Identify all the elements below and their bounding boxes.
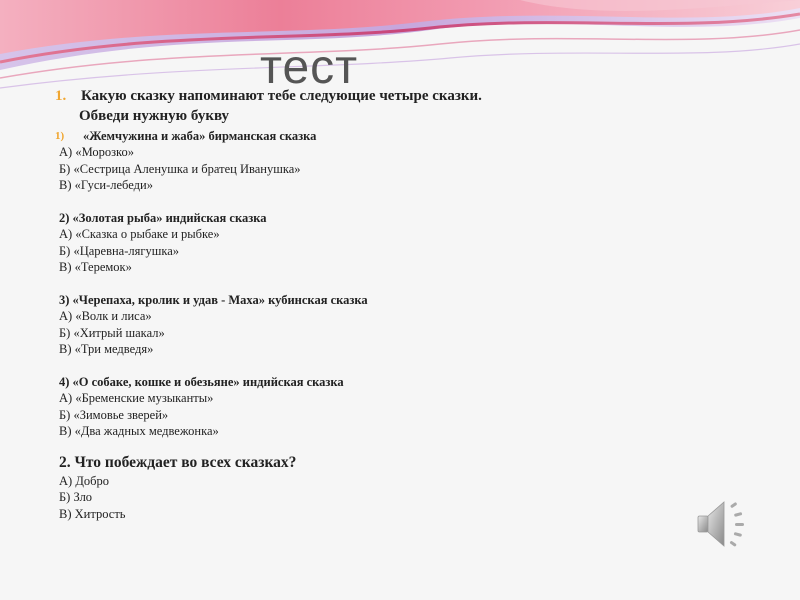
question-1-number: 1. <box>55 88 67 104</box>
answer-option[interactable]: А) «Морозко» <box>59 145 134 159</box>
sub-question-3-title: 3) «Черепаха, кролик и удав - Маха» кубинская сказка <box>59 292 368 307</box>
answer-option[interactable]: А) Добро <box>59 473 109 488</box>
answer-option[interactable]: А) «Бременские музыканты» <box>59 391 214 405</box>
answer-option[interactable]: В) Хитрость <box>59 506 126 521</box>
answer-option[interactable]: Б) «Зимовье зверей» <box>59 407 169 422</box>
sub-question-1-title: «Жемчужина и жаба» бирманская сказка <box>83 129 317 143</box>
sub-question-4-title: 4) «О собаке, кошке и обезьяне» индийская сказка <box>59 374 344 389</box>
speaker-icon[interactable] <box>694 496 754 552</box>
answer-option[interactable]: В) «Три медведя» <box>59 342 154 356</box>
answer-option[interactable]: А) «Сказка о рыбаке и рыбке» <box>59 227 220 241</box>
answer-option[interactable]: В) «Гуси-лебеди» <box>59 178 153 192</box>
question-1-text-line1: Какую сказку напоминают тебе следующие четыре сказки. <box>81 88 482 104</box>
sub-question-2-title: 2) «Золотая рыба» индийская сказка <box>59 210 267 225</box>
quiz-content <box>55 86 755 522</box>
answer-option[interactable]: Б) «Сестрица Аленушка и братец Иванушка» <box>59 161 301 176</box>
slide-title: тест <box>260 41 359 94</box>
sub-question-1 <box>55 128 755 144</box>
question-1 <box>55 86 755 106</box>
answer-option[interactable]: А) «Волк и лиса» <box>59 309 152 323</box>
question-1-text-line2: Обведи нужную букву <box>79 108 230 124</box>
answer-option[interactable]: В) «Теремок» <box>59 260 132 274</box>
question-2-title: 2. Что побеждает во всех сказках? <box>59 453 297 471</box>
answer-option[interactable]: Б) «Хитрый шакал» <box>59 325 165 340</box>
answer-option[interactable]: Б) «Царевна-лягушка» <box>59 243 180 258</box>
sub-question-1-number: 1) <box>55 130 65 142</box>
answer-option[interactable]: Б) Зло <box>59 490 93 504</box>
answer-option[interactable]: В) «Два жадных медвежонка» <box>59 424 219 438</box>
